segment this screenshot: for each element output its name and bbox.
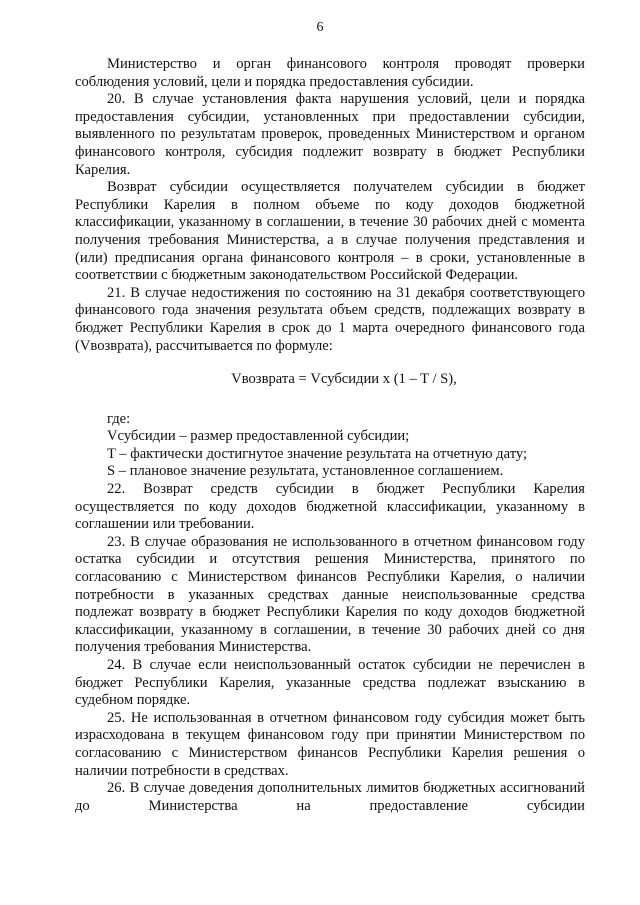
return-formula: Vвозврата = Vсубсидии x (1 – T / S),: [231, 371, 457, 388]
paragraph-23: 23. В случае образования не использованного в отчетном финансовом году остатка субсидии и отсутствия решения Министерства, принятого по согласованию с Министерством финансов Республики Карелия, о наличии потребности в указанных средствах данные неиспользованные средства подлежат возврату в бюджет Республики Карелия по коду доходов бюджетной классификации, указанному в соглашении, в течение 30 рабочих дней со дня получения требования Министерства.: [75, 533, 585, 656]
definition-t-actual: T – фактически достигнутое значение результата на отчетную дату;: [107, 445, 528, 462]
paragraph-26: 26. В случае доведения дополнительных лимитов бюджетных ассигнований до Министерства на предоставление субсидии: [75, 780, 585, 814]
paragraph-24: 24. В случае если неиспользованный остаток субсидии не перечислен в бюджет Республики Карелия, указанные средства подлежат взысканию в судебном порядке.: [75, 657, 585, 709]
formula-where-label: где:: [107, 410, 131, 427]
definition-v-subsidy: Vсубсидии – размер предоставленной субсидии;: [107, 428, 410, 445]
paragraph-25: 25. Не использованная в отчетном финансовом году субсидия может быть израсходована в текущем финансовом году при принятии Министерством по согласованию с Министерством финансов Республики Карелия решения о наличии потребности в средствах.: [75, 709, 585, 779]
document-body: [75, 56, 585, 815]
paragraph-intro: Министерство и орган финансового контроля проводят проверки соблюдения условий, цели и порядка предоставления субсидии.: [75, 56, 585, 90]
page-number: 6: [316, 20, 324, 35]
paragraph-21: 21. В случае недостижения по состоянию на 31 декабря соответствующего финансового года значения результата объем средств, подлежащих возврату в бюджет Республики Карелия в срок до 1 марта очередного финансового года (Vвозврата), рассчитывается по формуле:: [75, 284, 585, 354]
paragraph-20: 20. В случае установления факта нарушения условий, цели и порядка предоставления субсидии, установленных при предоставлении субсидии, выявленного по результатам проверок, проведенных Министерством и органом финансового контроля, субсидия подлежит возврату в бюджет Республики Карелия.: [75, 91, 585, 178]
definition-s-planned: S – плановое значение результата, установленное соглашением.: [107, 463, 504, 480]
paragraph-20-return: Возврат субсидии осуществляется получателем субсидии в бюджет Республики Карелия в полном объеме по коду доходов бюджетной классификации, указанному в соглашении, в течение 30 рабочих дней с момента получения требования Министерства, а в случае получения представления и (или) предписания органа финансового контроля – в сроки, установленные в соответствии с бюджетным законодательством Российской Федерации.: [75, 179, 585, 284]
paragraph-22: 22. Возврат средств субсидии в бюджет Республики Карелия осуществляется по коду доходов бюджетной классификации, указанному в соглашении или требовании.: [75, 481, 585, 533]
